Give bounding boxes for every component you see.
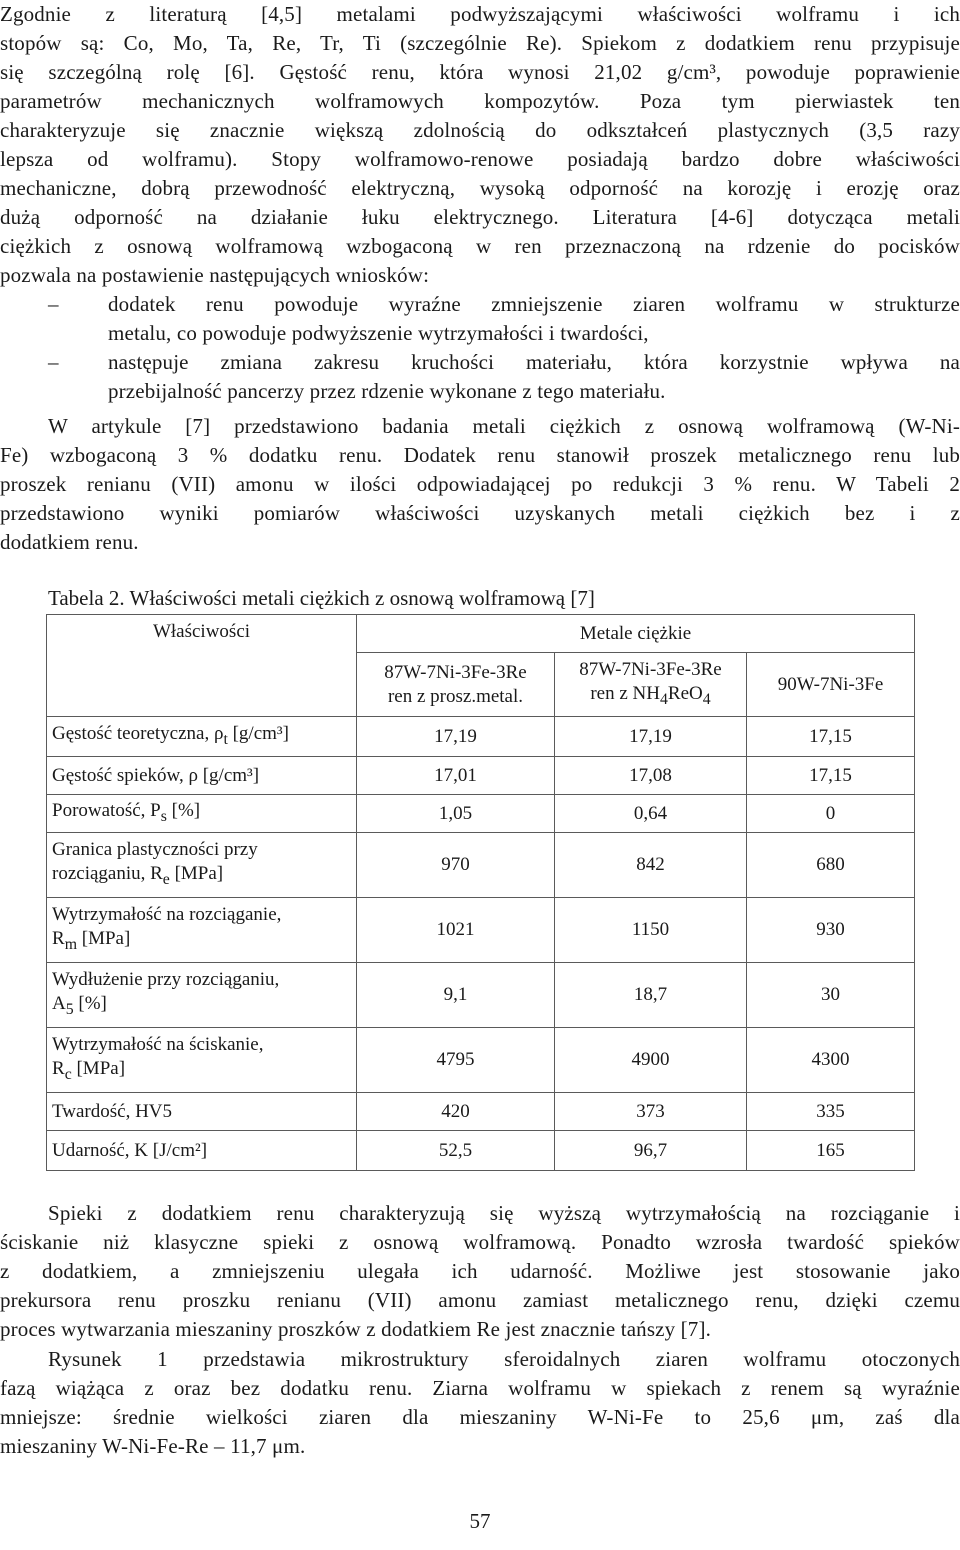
table-cell: 52,5 bbox=[357, 1131, 555, 1171]
text-line: ciężkich z osnową wolframową wzbogaconą w ren przeznaczoną na rdzenie do pocisków bbox=[0, 234, 960, 258]
text-line: fazą wiążąca z oraz bez dodatku renu. Ziarna wolframu w spiekach z renem są wyraźnie bbox=[0, 1376, 960, 1400]
table-cell: 96,7 bbox=[555, 1131, 747, 1171]
text-line: proces wytwarzania mieszaniny proszków z dodatkiem Re jest znacznie tańszy [7]. bbox=[0, 1317, 712, 1341]
table-caption: Tabela 2. Właściwości metali ciężkich z osnową wolframową [7] bbox=[48, 586, 595, 610]
table-cell: 9,1 bbox=[357, 963, 555, 1028]
table-cell: 17,19 bbox=[555, 717, 747, 757]
text-line: Zgodnie z literaturą [4,5] metalami podwyższającymi właściwości wolframu i ich bbox=[0, 2, 960, 26]
dash-bullet: – bbox=[48, 350, 59, 374]
text-line: proszek renianu (VII) amonu w ilości odpowiadającej po redukcji 3 % renu. W Tabeli 2 bbox=[0, 472, 960, 496]
text-line: dużą odporność na działanie łuku elektrycznego. Literatura [4-6] dotycząca metali bbox=[0, 205, 960, 229]
text-line: prekursora renu proszku renianu (VII) amonu zamiast metalicznego renu, dzięki czemu bbox=[0, 1288, 960, 1312]
table-cell: 1150 bbox=[555, 898, 747, 963]
table-cell: 18,7 bbox=[555, 963, 747, 1028]
text-line: przedstawiono wyniki pomiarów właściwości uzyskanych metali ciężkich bez i z bbox=[0, 501, 960, 525]
text-line: stopów są: Co, Mo, Ta, Re, Tr, Ti (szczególnie Re). Spiekom z dodatkiem renu przypisuje bbox=[0, 31, 960, 55]
properties-table bbox=[46, 614, 915, 1171]
text-line: mechaniczne, dobrą przewodność elektryczną, wysoką odporność na korozję i erozję oraz bbox=[0, 176, 960, 200]
table-cell: 1021 bbox=[357, 898, 555, 963]
row-label: Twardość, HV5 bbox=[47, 1093, 357, 1131]
text-line: Fe) wzbogaconą 3 % dodatku renu. Dodatek renu stanowił proszek metalicznego renu lub bbox=[0, 443, 960, 467]
table-cell: 680 bbox=[747, 833, 915, 898]
dash-bullet: – bbox=[48, 292, 59, 316]
row-label: Gęstość teoretyczna, $\rho_t$ [g/cm³] bbox=[47, 717, 357, 757]
text-line: W artykule [7] przedstawiono badania metali ciężkich z osnową wolframową (W-Ni- bbox=[48, 414, 960, 438]
table-row bbox=[47, 757, 915, 795]
table-row bbox=[47, 1028, 915, 1093]
text-line: się szczególną rolę [6]. Gęstość renu, która wynosi 21,02 g/cm³, powoduje poprawienie bbox=[0, 60, 960, 84]
row-label: Porowatość, $P_s$ [%] bbox=[47, 795, 357, 833]
text-line: lepsza od wolframu). Stopy wolframowo-renowe posiadają bardzo dobre właściwości bbox=[0, 147, 960, 171]
text-line: dodatek renu powoduje wyraźne zmniejszenie ziaren wolframu w strukturze bbox=[108, 292, 960, 316]
table-cell: 970 bbox=[357, 833, 555, 898]
column-header: 87W-7Ni-3Fe-3Re ren z $NH_4ReO_4$ bbox=[555, 653, 747, 717]
table-cell: 373 bbox=[555, 1093, 747, 1131]
table-cell: 30 bbox=[747, 963, 915, 1028]
table-cell: 1,05 bbox=[357, 795, 555, 833]
table-cell: 842 bbox=[555, 833, 747, 898]
row-label: Gęstość spieków, ρ [g/cm³] bbox=[47, 757, 357, 795]
text-line: z dodatkiem, a zmniejszeniu ulegała ich udarność. Możliwe jest stosowanie jako bbox=[0, 1259, 960, 1283]
row-label: Wytrzymałość na rozciąganie, $R_m$ [MPa] bbox=[47, 898, 357, 963]
row-label: Udarność, K [J/cm²] bbox=[47, 1131, 357, 1171]
table-cell: 0 bbox=[747, 795, 915, 833]
table-row bbox=[47, 898, 915, 963]
text-line: charakteryzuje się znacznie większą zdolnością do odkształceń plastycznych (3,5 razy bbox=[0, 118, 960, 142]
text-line: dodatkiem renu. bbox=[0, 530, 139, 554]
text-line: mniejsze: średnie wielkości ziaren dla mieszaniny W-Ni-Fe to 25,6 μm, zaś dla bbox=[0, 1405, 960, 1429]
table-cell: 4795 bbox=[357, 1028, 555, 1093]
row-label: Wytrzymałość na ściskanie, $R_c$ [MPa] bbox=[47, 1028, 357, 1093]
header-property: Właściwości bbox=[47, 615, 357, 717]
column-header: 87W-7Ni-3Fe-3Re ren z prosz.metal. bbox=[357, 653, 555, 717]
text-line: parametrów mechanicznych wolframowych kompozytów. Poza tym pierwiastek ten bbox=[0, 89, 960, 113]
list-item bbox=[0, 348, 960, 406]
paragraph-article bbox=[0, 412, 960, 557]
table-row bbox=[47, 833, 915, 898]
row-label: Wydłużenie przy rozciąganiu, $A_5$ [%] bbox=[47, 963, 357, 1028]
list-item bbox=[0, 290, 960, 348]
table-cell: 17,01 bbox=[357, 757, 555, 795]
table-row bbox=[47, 963, 915, 1028]
text-line: ściskanie niż klasyczne spieki z osnową wolframową. Ponadto wzrosła twardość spieków bbox=[0, 1230, 960, 1254]
text-line: następuje zmiana zakresu kruchości materiału, która korzystnie wpływa na bbox=[108, 350, 960, 374]
table-row bbox=[47, 795, 915, 833]
text-line: Spieki z dodatkiem renu charakteryzują się wyższą wytrzymałością na rozciąganie i bbox=[48, 1201, 960, 1225]
table-header-row bbox=[47, 615, 915, 653]
table-row bbox=[47, 1093, 915, 1131]
page-number: 57 bbox=[469, 1509, 491, 1533]
paragraph-conclusions bbox=[0, 1199, 960, 1344]
table-cell: 165 bbox=[747, 1131, 915, 1171]
paragraph-intro bbox=[0, 0, 960, 290]
table-cell: 17,19 bbox=[357, 717, 555, 757]
paragraph-figure-ref bbox=[0, 1345, 960, 1461]
bullet-list bbox=[0, 290, 960, 406]
table-cell: 17,08 bbox=[555, 757, 747, 795]
table-row bbox=[47, 1131, 915, 1171]
text-line: metalu, co powoduje podwyższenie wytrzymałości i twardości, bbox=[108, 321, 649, 345]
header-group: Metale ciężkie bbox=[357, 615, 915, 653]
table-cell: 4300 bbox=[747, 1028, 915, 1093]
text-line: mieszaniny W-Ni-Fe-Re – 11,7 μm. bbox=[0, 1434, 306, 1458]
table-cell: 17,15 bbox=[747, 757, 915, 795]
text-line: Rysunek 1 przedstawia mikrostruktury sferoidalnych ziaren wolframu otoczonych bbox=[48, 1347, 960, 1371]
table-cell: 930 bbox=[747, 898, 915, 963]
text-line: przebijalność pancerzy przez rdzenie wykonane z tego materiału. bbox=[108, 379, 666, 403]
table-cell: 4900 bbox=[555, 1028, 747, 1093]
table-cell: 335 bbox=[747, 1093, 915, 1131]
table-cell: 17,15 bbox=[747, 717, 915, 757]
row-label: Granica plastyczności przy rozciąganiu, $R_e$ [MPa] bbox=[47, 833, 357, 898]
table-row bbox=[47, 717, 915, 757]
table-cell: 420 bbox=[357, 1093, 555, 1131]
table-cell: 0,64 bbox=[555, 795, 747, 833]
column-header: 90W-7Ni-3Fe bbox=[747, 653, 915, 717]
text-line: pozwala na postawienie następujących wniosków: bbox=[0, 263, 430, 287]
